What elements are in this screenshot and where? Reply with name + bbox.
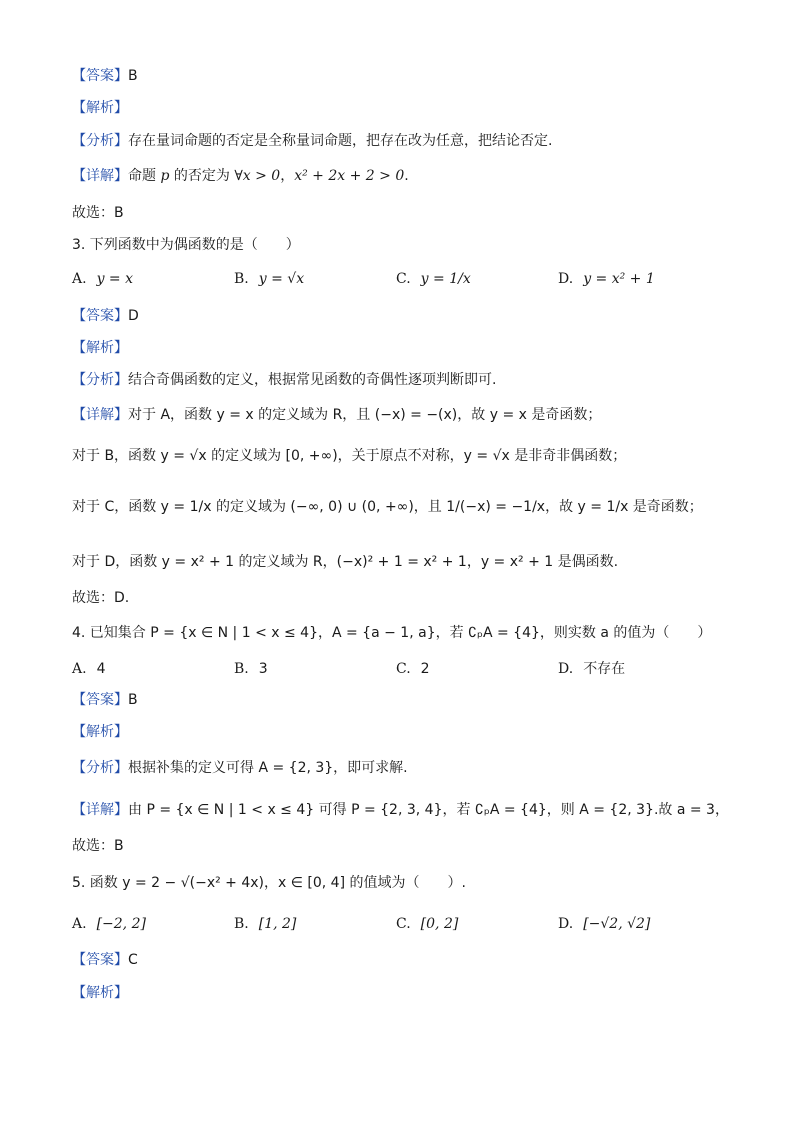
fenxi-tag: 【分析】 bbox=[72, 133, 128, 149]
analysis-tag: 【解析】 bbox=[72, 985, 128, 1001]
option-value: 2 bbox=[420, 661, 430, 677]
option-value: y = 1/x bbox=[420, 271, 471, 287]
detail-text: 由 P = {x ∈ N | 1 < x ≤ 4} 可得 P = {2, 3, 4}，若 ∁ₚA = {4}，则 A = {2, 3}.故 a = 3， bbox=[128, 802, 729, 818]
option-value: [0, 2] bbox=[420, 916, 459, 932]
q2-answer-line bbox=[72, 66, 734, 86]
option-value: 4 bbox=[96, 661, 106, 677]
detail-tag: 【详解】 bbox=[72, 407, 128, 423]
q3-choose: 故选：D. bbox=[72, 590, 130, 606]
q4-answer-line bbox=[72, 690, 734, 710]
q3-answer-line bbox=[72, 306, 734, 326]
fenxi-tag: 【分析】 bbox=[72, 372, 128, 388]
option-value: y = x bbox=[96, 271, 133, 287]
answer-value: B bbox=[128, 68, 138, 84]
q4-analysis-line bbox=[72, 722, 734, 742]
answer-value: C bbox=[128, 952, 138, 968]
analysis-tag: 【解析】 bbox=[72, 340, 128, 356]
fenxi-text: 存在量词命题的否定是全称量词命题，把存在改为任意，把结论否定. bbox=[128, 133, 553, 149]
q2-detail-line bbox=[72, 166, 734, 186]
q5-option-b bbox=[234, 914, 296, 934]
fenxi-tag: 【分析】 bbox=[72, 760, 128, 776]
fenxi-text: 根据补集的定义可得 A = {2, 3}，即可求解. bbox=[128, 760, 408, 776]
option-label: D. bbox=[558, 661, 574, 677]
option-value: 不存在 bbox=[583, 661, 626, 677]
q3-option-b bbox=[234, 269, 304, 289]
q5-option-d bbox=[558, 914, 650, 934]
detail-text: 命题 bbox=[128, 168, 156, 184]
detail-a: 对于 A，函数 y = x 的定义域为 R，且 (−x) = −(x)，故 y = x 是奇函数； bbox=[128, 407, 602, 423]
option-label: A. bbox=[72, 916, 87, 932]
detail-p: p bbox=[160, 168, 170, 184]
detail-math2: x² + 2x + 2 > 0 bbox=[294, 168, 405, 184]
option-value: 3 bbox=[258, 661, 268, 677]
option-label: B. bbox=[234, 271, 249, 287]
q3-option-d bbox=[558, 269, 655, 289]
option-value: y = √x bbox=[258, 271, 305, 287]
q4-fenxi-line bbox=[72, 758, 734, 778]
answer-value: B bbox=[128, 692, 138, 708]
q2-fenxi-line bbox=[72, 131, 734, 151]
answer-tag: 【答案】 bbox=[72, 952, 128, 968]
answer-tag: 【答案】 bbox=[72, 68, 128, 84]
option-label: C. bbox=[396, 916, 411, 932]
option-label: D. bbox=[558, 271, 574, 287]
option-label: C. bbox=[396, 661, 411, 677]
q4-option-b bbox=[234, 659, 268, 679]
q2-analysis-line bbox=[72, 98, 734, 118]
q5-stem: 5. 函数 y = 2 − √(−x² + 4x)，x ∈ [0, 4] 的值域为（ ）. bbox=[72, 875, 466, 891]
q4-option-d bbox=[558, 659, 625, 679]
q3-detail-c: 对于 C，函数 y = 1/x 的定义域为 (−∞, 0) ∪ (0, +∞)，且 1/(−x) = −1/x，故 y = 1/x 是奇函数； bbox=[72, 499, 703, 515]
fenxi-text: 结合奇偶函数的定义，根据常见函数的奇偶性逐项判断即可. bbox=[128, 372, 497, 388]
detail-comma: ， bbox=[280, 168, 295, 184]
q5-analysis-line bbox=[72, 983, 734, 1003]
q3-detail-a-line bbox=[72, 405, 734, 425]
q5-option-a bbox=[72, 914, 146, 934]
option-value: [1, 2] bbox=[258, 916, 297, 932]
q4-option-c bbox=[396, 659, 430, 679]
detail-end: . bbox=[404, 168, 409, 184]
answer-value: D bbox=[128, 308, 139, 324]
detail-tag: 【详解】 bbox=[72, 802, 128, 818]
option-value: y = x² + 1 bbox=[583, 271, 655, 287]
detail-tag: 【详解】 bbox=[72, 168, 128, 184]
analysis-tag: 【解析】 bbox=[72, 724, 128, 740]
answer-tag: 【答案】 bbox=[72, 692, 128, 708]
option-label: A. bbox=[72, 661, 87, 677]
q3-option-c bbox=[396, 269, 471, 289]
option-label: C. bbox=[396, 271, 411, 287]
detail-mid: 的否定为 bbox=[173, 168, 230, 184]
q4-stem: 4. 已知集合 P = {x ∈ N | 1 < x ≤ 4}，A = {a − 1, a}，若 ∁ₚA = {4}，则实数 a 的值为（ ） bbox=[72, 625, 712, 641]
option-value: [−√2, √2] bbox=[583, 916, 651, 932]
q5-option-c bbox=[396, 914, 458, 934]
option-label: A. bbox=[72, 271, 87, 287]
q4-choose: 故选：B bbox=[72, 838, 124, 854]
q3-fenxi-line bbox=[72, 370, 734, 390]
option-label: D. bbox=[558, 916, 574, 932]
detail-math1: ∀x > 0 bbox=[234, 168, 281, 184]
option-label: B. bbox=[234, 661, 249, 677]
q3-detail-d: 对于 D，函数 y = x² + 1 的定义域为 R，(−x)² + 1 = x² + 1，y = x² + 1 是偶函数. bbox=[72, 554, 619, 570]
answer-tag: 【答案】 bbox=[72, 308, 128, 324]
q3-detail-b: 对于 B，函数 y = √x 的定义域为 [0, +∞)，关于原点不对称，y = √x 是非奇非偶函数； bbox=[72, 448, 627, 464]
analysis-tag: 【解析】 bbox=[72, 100, 128, 116]
option-label: B. bbox=[234, 916, 249, 932]
q4-option-a bbox=[72, 659, 105, 679]
q3-analysis-line bbox=[72, 338, 734, 358]
q5-answer-line bbox=[72, 950, 734, 970]
option-value: [−2, 2] bbox=[96, 916, 146, 932]
q4-detail-line bbox=[72, 800, 734, 820]
q2-choose: 故选：B bbox=[72, 205, 124, 221]
q3-stem: 3. 下列函数中为偶函数的是（ ） bbox=[72, 237, 300, 253]
q3-option-a bbox=[72, 269, 133, 289]
